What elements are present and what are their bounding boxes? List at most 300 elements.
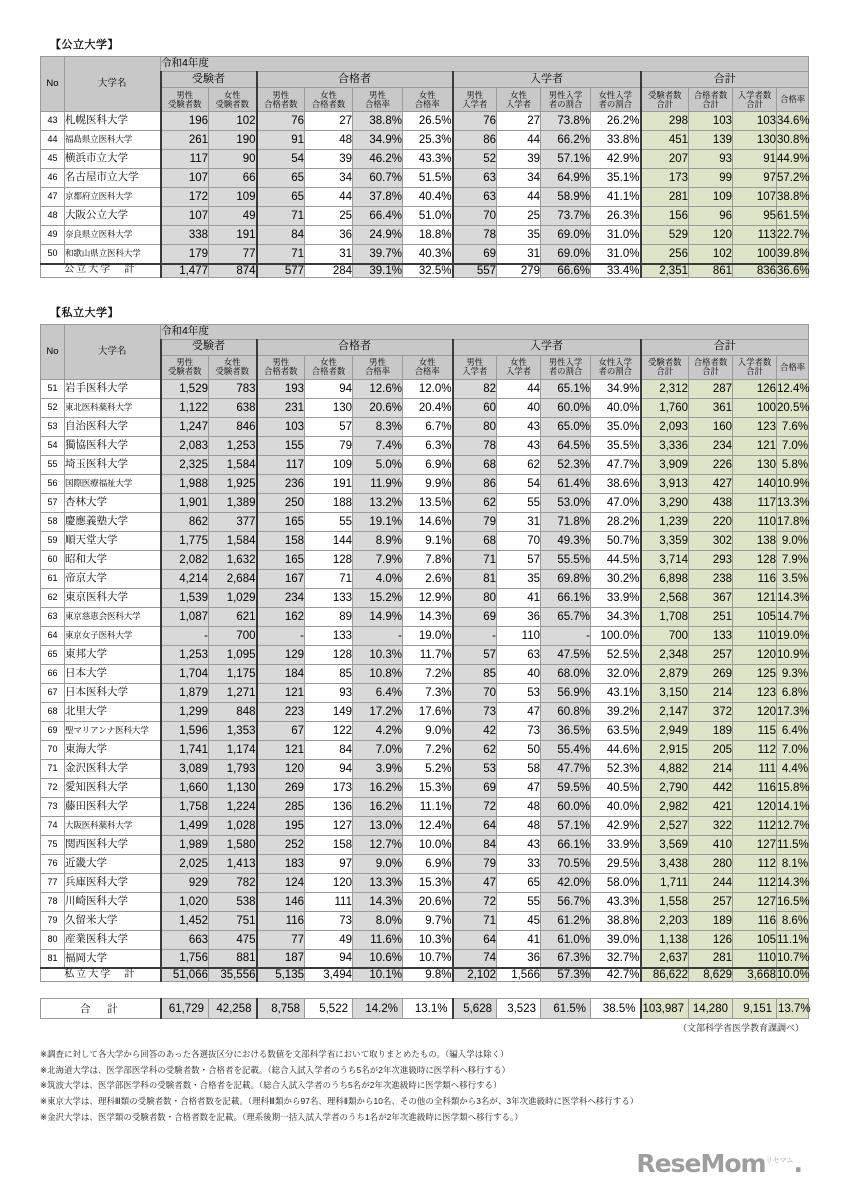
cell-me: 1,247 <box>161 417 209 436</box>
cell-tp: 139 <box>689 131 733 150</box>
cell-mp: 231 <box>257 398 305 417</box>
cell-te: 2,312 <box>641 379 689 398</box>
grand-female-passers: 5,522 <box>305 999 353 1019</box>
cell-men: - <box>453 626 497 645</box>
cell-fpr: 40.3% <box>403 245 453 264</box>
cell-fp: 48 <box>305 131 353 150</box>
subtotal-te: 86,622 <box>641 968 689 982</box>
cell-te: 3,569 <box>641 835 689 854</box>
cell-me: 663 <box>161 930 209 949</box>
cell-mp: 155 <box>257 436 305 455</box>
cell-fp: 127 <box>305 816 353 835</box>
cell-ten: 95 <box>733 207 777 226</box>
cell-fes: 63.5% <box>591 721 641 740</box>
cell-fe: 1,224 <box>209 797 257 816</box>
cell-me: 2,025 <box>161 854 209 873</box>
cell-fes: 47.7% <box>591 455 641 474</box>
cell-te: 2,568 <box>641 588 689 607</box>
cell-fpr: 10.0% <box>403 835 453 854</box>
cell-mpr: - <box>353 626 403 645</box>
cell-tp: 322 <box>689 816 733 835</box>
cell-te: 2,879 <box>641 664 689 683</box>
cell-mpr: 6.4% <box>353 683 403 702</box>
subtotal-me: 51,066 <box>161 968 209 982</box>
cell-fes: 50.7% <box>591 531 641 550</box>
row-number: 80 <box>41 930 65 949</box>
cell-mp: 183 <box>257 854 305 873</box>
cell-me: 1,879 <box>161 683 209 702</box>
cell-mes: 47.5% <box>541 645 591 664</box>
cell-mp: 67 <box>257 721 305 740</box>
cell-fpr: 40.4% <box>403 188 453 207</box>
cell-fpr: 26.5% <box>403 112 453 131</box>
footnote-line: ※調査に対して各大学から回答のあった各選抜区分における数値を文部科学省において取りまとめたもの。（編入学は除く） <box>40 1049 509 1060</box>
cell-mes: 56.7% <box>541 892 591 911</box>
table-row <box>41 493 809 512</box>
cell-ten: 110 <box>733 512 777 531</box>
cell-me: 261 <box>161 131 209 150</box>
cell-mpr: 14.3% <box>353 892 403 911</box>
sub-total-passers: 合格者数 合計 <box>689 88 733 112</box>
grand-male-enrollees: 5,628 <box>453 999 497 1019</box>
cell-fes: 39.2% <box>591 702 641 721</box>
cell-fpr: 6.3% <box>403 436 453 455</box>
cell-mpr: 7.9% <box>353 550 403 569</box>
table-row <box>41 226 809 245</box>
cell-tpr: 12.7% <box>777 816 809 835</box>
cell-fe: 1,174 <box>209 740 257 759</box>
sub-male-enrollees: 男性 入学者 <box>453 355 497 379</box>
cell-te: 2,203 <box>641 911 689 930</box>
cell-fe: 1,389 <box>209 493 257 512</box>
sub-male-pass-rate: 男性 合格率 <box>353 355 403 379</box>
cell-tp: 269 <box>689 664 733 683</box>
cell-tpr: 9.3% <box>777 664 809 683</box>
grand-total-enrollees: 9,151 <box>733 999 777 1019</box>
cell-me: 1,253 <box>161 645 209 664</box>
table-row <box>41 778 809 797</box>
cell-fp: 25 <box>305 207 353 226</box>
cell-tpr: 8.1% <box>777 854 809 873</box>
cell-fe: 783 <box>209 379 257 398</box>
cell-mes: 65.0% <box>541 417 591 436</box>
subtotal-mes: 57.3% <box>541 968 591 982</box>
cell-men: 60 <box>453 398 497 417</box>
cell-fen: 63 <box>497 645 541 664</box>
cell-fen: 47 <box>497 778 541 797</box>
cell-tpr: 13.3% <box>777 493 809 512</box>
cell-tp: 226 <box>689 455 733 474</box>
cell-fpr: 15.3% <box>403 778 453 797</box>
cell-mpr: 16.2% <box>353 797 403 816</box>
cell-fp: 34 <box>305 169 353 188</box>
cell-mpr: 10.6% <box>353 949 403 968</box>
cell-fp: 122 <box>305 721 353 740</box>
cell-mes: 61.0% <box>541 930 591 949</box>
table-row <box>41 683 809 702</box>
cell-tp: 220 <box>689 512 733 531</box>
cell-te: 1,138 <box>641 930 689 949</box>
grand-total-section <box>40 998 811 1034</box>
cell-ten: 112 <box>733 873 777 892</box>
cell-tp: 93 <box>689 150 733 169</box>
cell-fp: 149 <box>305 702 353 721</box>
cell-tpr: 14.1% <box>777 797 809 816</box>
cell-fes: 44.6% <box>591 740 641 759</box>
subtotal-tp: 861 <box>689 264 733 278</box>
grand-male-passers: 8,758 <box>257 999 305 1019</box>
public-university-section <box>40 0 808 278</box>
row-number: 51 <box>41 379 65 398</box>
cell-tpr: 17.3% <box>777 702 809 721</box>
public-table-body <box>41 112 809 278</box>
private-table-head <box>41 324 809 379</box>
cell-fen: 110 <box>497 626 541 645</box>
cell-men: 81 <box>453 569 497 588</box>
university-name: 名古屋市立大学 <box>65 169 161 188</box>
cell-fen: 39 <box>497 150 541 169</box>
cell-fe: 621 <box>209 607 257 626</box>
cell-fes: 35.0% <box>591 417 641 436</box>
col-name-header: 大学名 <box>65 324 161 379</box>
cell-fes: 43.1% <box>591 683 641 702</box>
table-row <box>41 550 809 569</box>
cell-fen: 50 <box>497 740 541 759</box>
sub-total-enrollees: 入学者数 合計 <box>733 355 777 379</box>
cell-mpr: 10.3% <box>353 645 403 664</box>
cell-mes: 61.2% <box>541 911 591 930</box>
cell-men: 68 <box>453 531 497 550</box>
university-name: 福島県立医科大学 <box>65 131 161 150</box>
cell-fp: 85 <box>305 664 353 683</box>
cell-tpr: 8.6% <box>777 911 809 930</box>
cell-men: 69 <box>453 245 497 264</box>
university-name: 北里大学 <box>65 702 161 721</box>
cell-fen: 57 <box>497 550 541 569</box>
row-number: 48 <box>41 207 65 226</box>
cell-tpr: 10.7% <box>777 949 809 968</box>
row-number: 53 <box>41 417 65 436</box>
table-row <box>41 207 809 226</box>
cell-tpr: 61.5% <box>777 207 809 226</box>
cell-mes: 64.5% <box>541 436 591 455</box>
table-row <box>41 854 809 873</box>
cell-men: 84 <box>453 835 497 854</box>
row-number: 52 <box>41 398 65 417</box>
cell-fp: 158 <box>305 835 353 854</box>
university-name: 札幌医科大学 <box>65 112 161 131</box>
cell-tp: 257 <box>689 892 733 911</box>
cell-fpr: 5.2% <box>403 759 453 778</box>
subtotal-fen: 1,566 <box>497 968 541 982</box>
year-header: 令和4年度 <box>161 57 809 72</box>
cell-fp: 55 <box>305 512 353 531</box>
cell-fe: 190 <box>209 131 257 150</box>
cell-tp: 126 <box>689 930 733 949</box>
cell-fe: 751 <box>209 911 257 930</box>
table-row <box>41 474 809 493</box>
cell-mpr: 19.1% <box>353 512 403 531</box>
cell-fen: 44 <box>497 131 541 150</box>
cell-fp: 94 <box>305 759 353 778</box>
table-row <box>41 892 809 911</box>
table-row <box>41 169 809 188</box>
cell-fp: 191 <box>305 474 353 493</box>
cell-mp: 184 <box>257 664 305 683</box>
cell-tpr: 11.5% <box>777 835 809 854</box>
university-name: 愛知医科大学 <box>65 778 161 797</box>
cell-ten: 107 <box>733 188 777 207</box>
cell-fp: 136 <box>305 797 353 816</box>
cell-mpr: 7.0% <box>353 740 403 759</box>
subtotal-label: 公立大学 計 <box>41 264 161 278</box>
cell-fen: 40 <box>497 664 541 683</box>
cell-mes: 36.5% <box>541 721 591 740</box>
cell-men: 69 <box>453 607 497 626</box>
subtotal-label: 私立大学 計 <box>41 968 161 982</box>
cell-mp: 124 <box>257 873 305 892</box>
cell-tpr: 11.1% <box>777 930 809 949</box>
cell-fpr: 13.5% <box>403 493 453 512</box>
cell-mes: 67.3% <box>541 949 591 968</box>
cell-fp: 31 <box>305 245 353 264</box>
cell-me: 1,499 <box>161 816 209 835</box>
table-row <box>41 398 809 417</box>
cell-fp: 84 <box>305 740 353 759</box>
cell-mpr: 14.9% <box>353 607 403 626</box>
cell-fp: 97 <box>305 854 353 873</box>
cell-fp: 93 <box>305 683 353 702</box>
cell-fpr: 43.3% <box>403 150 453 169</box>
cell-fes: 42.9% <box>591 816 641 835</box>
cell-mes: 70.5% <box>541 854 591 873</box>
university-name: 慶應義塾大学 <box>65 512 161 531</box>
subtotal-men: 557 <box>453 264 497 278</box>
subtotal-fen: 279 <box>497 264 541 278</box>
cell-mp: 195 <box>257 816 305 835</box>
cell-fen: 40 <box>497 398 541 417</box>
cell-me: 1,988 <box>161 474 209 493</box>
subtotal-mes: 66.6% <box>541 264 591 278</box>
cell-fp: 79 <box>305 436 353 455</box>
sub-total-enrollees: 入学者数 合計 <box>733 88 777 112</box>
cell-fp: 89 <box>305 607 353 626</box>
cell-tp: 205 <box>689 740 733 759</box>
cell-ten: 140 <box>733 474 777 493</box>
cell-mes: 69.8% <box>541 569 591 588</box>
sub-female-pass-rate: 女性 合格率 <box>403 88 453 112</box>
cell-tp: 442 <box>689 778 733 797</box>
table-row <box>41 455 809 474</box>
cell-ten: 128 <box>733 550 777 569</box>
col-name-header: 大学名 <box>65 57 161 112</box>
cell-mpr: 9.0% <box>353 854 403 873</box>
cell-mpr: 8.3% <box>353 417 403 436</box>
cell-fen: 45 <box>497 911 541 930</box>
cell-mp: 120 <box>257 759 305 778</box>
table-row <box>41 131 809 150</box>
cell-fe: 191 <box>209 226 257 245</box>
cell-fes: 35.5% <box>591 436 641 455</box>
cell-me: 1,775 <box>161 531 209 550</box>
cell-fpr: 14.3% <box>403 607 453 626</box>
cell-fe: 109 <box>209 188 257 207</box>
group-total: 合計 <box>641 72 809 88</box>
cell-mes: 58.9% <box>541 188 591 207</box>
cell-mp: 71 <box>257 207 305 226</box>
cell-fen: 48 <box>497 816 541 835</box>
cell-fp: 49 <box>305 930 353 949</box>
subtotal-row <box>41 264 809 278</box>
cell-fen: 35 <box>497 226 541 245</box>
cell-me: 179 <box>161 245 209 264</box>
cell-tpr: 12.4% <box>777 379 809 398</box>
cell-fe: 1,632 <box>209 550 257 569</box>
cell-me: 1,529 <box>161 379 209 398</box>
cell-tp: 109 <box>689 188 733 207</box>
cell-fpr: 17.6% <box>403 702 453 721</box>
cell-men: 53 <box>453 759 497 778</box>
cell-tp: 99 <box>689 169 733 188</box>
cell-mpr: 46.2% <box>353 150 403 169</box>
university-name: 国際医療福祉大学 <box>65 474 161 493</box>
cell-fe: 2,684 <box>209 569 257 588</box>
cell-fen: 55 <box>497 892 541 911</box>
cell-mes: 64.9% <box>541 169 591 188</box>
cell-mpr: 4.2% <box>353 721 403 740</box>
cell-fe: 1,175 <box>209 664 257 683</box>
university-name: 帝京大学 <box>65 569 161 588</box>
row-number: 63 <box>41 607 65 626</box>
cell-tpr: 10.9% <box>777 474 809 493</box>
cell-tpr: 16.5% <box>777 892 809 911</box>
sub-male-examinees: 男性 受験者数 <box>161 355 209 379</box>
cell-fe: 848 <box>209 702 257 721</box>
footnotes <box>40 1048 808 1123</box>
cell-men: 80 <box>453 588 497 607</box>
cell-mp: 165 <box>257 550 305 569</box>
cell-te: 3,909 <box>641 455 689 474</box>
cell-fe: 1,584 <box>209 455 257 474</box>
grand-total-pass-rate: 13.7% <box>777 999 809 1019</box>
university-name: 順天堂大学 <box>65 531 161 550</box>
cell-fp: 94 <box>305 379 353 398</box>
cell-men: 63 <box>453 169 497 188</box>
cell-mp: 84 <box>257 226 305 245</box>
subtotal-mp: 577 <box>257 264 305 278</box>
table-row <box>41 150 809 169</box>
cell-tp: 410 <box>689 835 733 854</box>
cell-tp: 427 <box>689 474 733 493</box>
cell-fes: 34.9% <box>591 379 641 398</box>
cell-fp: 57 <box>305 417 353 436</box>
university-name: 福岡大学 <box>65 949 161 968</box>
cell-tp: 421 <box>689 797 733 816</box>
cell-tp: 361 <box>689 398 733 417</box>
cell-fpr: 51.0% <box>403 207 453 226</box>
private-section-title: 【私立大学】 <box>50 306 119 319</box>
cell-tpr: 10.9% <box>777 645 809 664</box>
cell-mes: 68.0% <box>541 664 591 683</box>
university-name: 東海大学 <box>65 740 161 759</box>
cell-tp: 238 <box>689 569 733 588</box>
cell-me: 172 <box>161 188 209 207</box>
cell-fes: 58.0% <box>591 873 641 892</box>
cell-te: 3,359 <box>641 531 689 550</box>
cell-mpr: 12.7% <box>353 835 403 854</box>
cell-fp: 39 <box>305 150 353 169</box>
cell-mes: 60.0% <box>541 398 591 417</box>
col-no-header: No <box>41 57 65 112</box>
cell-fes: 26.2% <box>591 112 641 131</box>
row-number: 54 <box>41 436 65 455</box>
cell-fe: 1,353 <box>209 721 257 740</box>
group-enrollees: 入学者 <box>453 339 641 355</box>
cell-mes: 47.7% <box>541 759 591 778</box>
cell-ten: 105 <box>733 607 777 626</box>
cell-tpr: 38.8% <box>777 188 809 207</box>
sub-female-examinees: 女性 受験者数 <box>209 88 257 112</box>
subtotal-fes: 42.7% <box>591 968 641 982</box>
cell-fpr: 12.0% <box>403 379 453 398</box>
subtotal-tpr: 10.0% <box>777 969 810 982</box>
cell-fpr: 12.9% <box>403 588 453 607</box>
cell-te: 207 <box>641 150 689 169</box>
private-table-body <box>41 379 809 982</box>
group-examinees: 受験者 <box>161 72 257 88</box>
resemom-logo <box>636 1149 802 1178</box>
cell-me: 929 <box>161 873 209 892</box>
table-row <box>41 588 809 607</box>
cell-ten: 112 <box>733 816 777 835</box>
row-number: 57 <box>41 493 65 512</box>
table-row <box>41 417 809 436</box>
cell-men: 64 <box>453 930 497 949</box>
cell-te: 3,913 <box>641 474 689 493</box>
university-name: 近畿大学 <box>65 854 161 873</box>
cell-tp: 103 <box>689 112 733 131</box>
cell-tp: 281 <box>689 949 733 968</box>
cell-fen: 31 <box>497 245 541 264</box>
cell-tp: 280 <box>689 854 733 873</box>
cell-tpr: 14.7% <box>777 607 809 626</box>
cell-fp: 173 <box>305 778 353 797</box>
cell-te: 2,915 <box>641 740 689 759</box>
cell-men: 71 <box>453 911 497 930</box>
cell-mp: 76 <box>257 112 305 131</box>
cell-mpr: 13.3% <box>353 873 403 892</box>
cell-men: 72 <box>453 797 497 816</box>
cell-ten: 121 <box>733 436 777 455</box>
cell-fpr: 7.2% <box>403 740 453 759</box>
cell-fpr: 18.8% <box>403 226 453 245</box>
cell-mp: 285 <box>257 797 305 816</box>
private-university-section <box>40 278 808 983</box>
cell-fes: 41.1% <box>591 188 641 207</box>
cell-mp: 121 <box>257 683 305 702</box>
cell-mp: 71 <box>257 245 305 264</box>
cell-fpr: 7.2% <box>403 664 453 683</box>
cell-fes: 33.8% <box>591 131 641 150</box>
sub-male-enroll-share: 男性入学 者の割合 <box>541 88 591 112</box>
cell-men: 78 <box>453 226 497 245</box>
cell-mes: 69.0% <box>541 226 591 245</box>
cell-mes: 65.1% <box>541 379 591 398</box>
subtotal-fp: 284 <box>305 264 353 278</box>
row-number: 61 <box>41 569 65 588</box>
cell-fes: 26.3% <box>591 207 641 226</box>
cell-fpr: 10.3% <box>403 930 453 949</box>
